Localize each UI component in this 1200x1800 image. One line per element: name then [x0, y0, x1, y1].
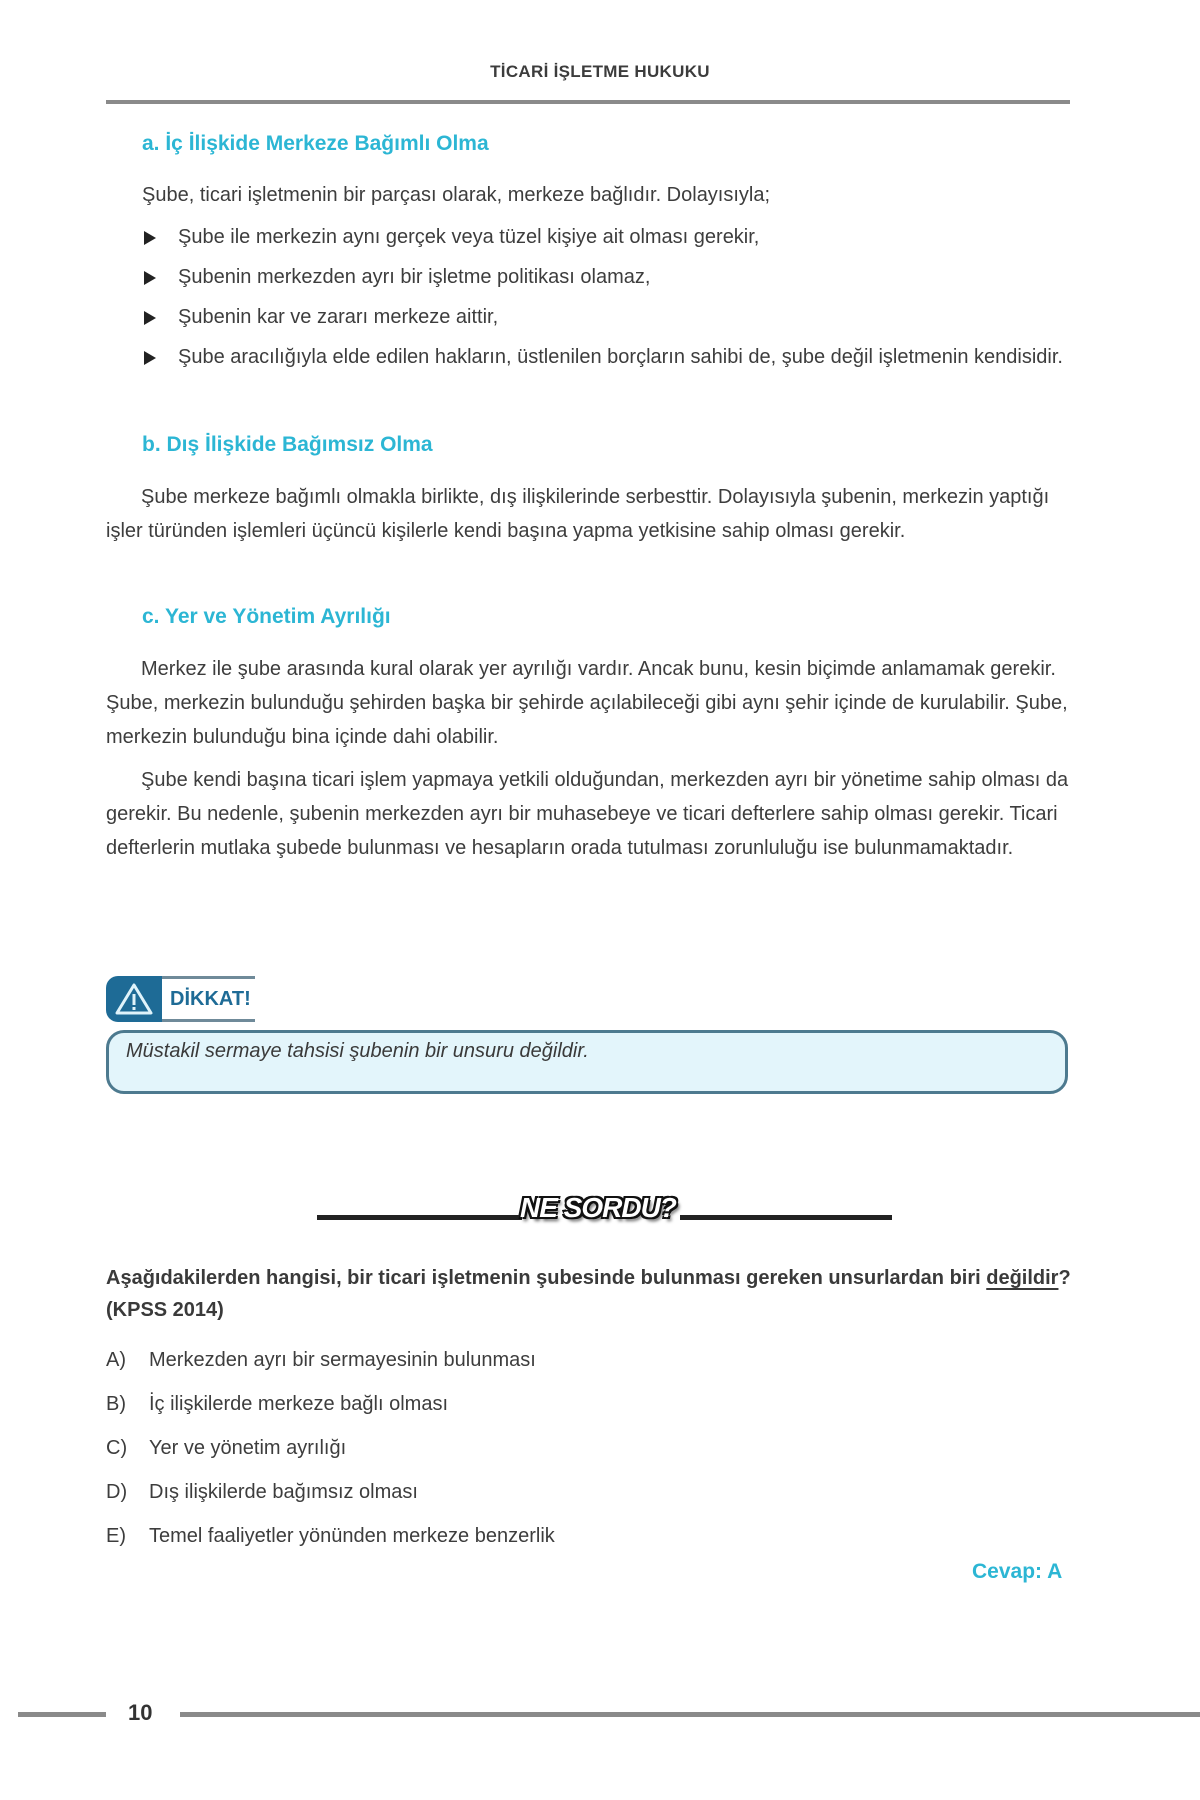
- callout-label: DİKKAT!: [162, 976, 255, 1022]
- warning-triangle-icon: [106, 976, 162, 1022]
- triangle-bullet-icon: [144, 271, 156, 285]
- section-a-title: a. İç İlişkide Merkeze Bağımlı Olma: [142, 132, 489, 155]
- bullet-item: Şubenin kar ve zararı merkeze aittir,: [142, 300, 1072, 334]
- section-c-paragraph-1: Merkez ile şube arasında kural olarak yer ayrılığı vardır. Ancak bunu, kesin biçimde anlamamak gerekir. Şube, merkezin bulunduğu şehirden başka bir şehirde açılabileceği gibi aynı şehir içinde de kurulabilir. Şube, merkezin bulunduğu bina içinde dahi olabilir.: [106, 658, 1068, 748]
- section-c-title: c. Yer ve Yönetim Ayrılığı: [142, 605, 391, 628]
- header-divider: [106, 100, 1070, 104]
- option-b: B) İç ilişkilerde merkeze bağlı olması: [106, 1393, 448, 1415]
- ne-sordu-divider-left: [317, 1215, 522, 1220]
- ne-sordu-divider-right: [680, 1215, 892, 1220]
- running-header: TİCARİ İŞLETME HUKUKU: [490, 62, 710, 81]
- bullet-item: Şube ile merkezin aynı gerçek veya tüzel kişiye ait olması gerekir,: [142, 220, 1072, 254]
- question-stem: Aşağıdakilerden hangisi, bir ticari işletmenin şubesinde bulunması gereken unsurlardan biri değildir? (KPSS 2014): [106, 1267, 1071, 1321]
- triangle-bullet-icon: [144, 351, 156, 365]
- answer-options: [106, 1338, 555, 1558]
- triangle-bullet-icon: [144, 311, 156, 325]
- section-b-title: b. Dış İlişkide Bağımsız Olma: [142, 433, 433, 456]
- option-e: E) Temel faaliyetler yönünden merkeze benzerlik: [106, 1525, 555, 1547]
- question-emphasis: değildir: [986, 1267, 1059, 1289]
- footer-divider-left: [18, 1712, 106, 1717]
- callout-text: Müstakil sermaye tahsisi şubenin bir unsuru değildir.: [126, 1040, 589, 1062]
- triangle-bullet-icon: [144, 231, 156, 245]
- section-b-paragraph: Şube merkeze bağımlı olmakla birlikte, dış ilişkilerinde serbesttir. Dolayısıyla şubenin, merkezin yaptığı işler türünden işlemleri üçüncü kişilerle kendi başına yapma yetkisine sahip olması gerekir.: [106, 486, 1050, 542]
- section-c-paragraph-2: Şube kendi başına ticari işlem yapmaya yetkili olduğundan, merkezden ayrı bir yönetime sahip olması da gerekir. Bu nedenle, şubenin merkezden ayrı bir muhasebeye ve ticari defterlere sahip olması gerekir. Ticari defterlerin mutlaka şubede bulunması ve hesapların orada tutulması zorunluluğu ise bulunmamaktadır.: [106, 769, 1069, 859]
- page-number: 10: [128, 1700, 153, 1725]
- bullet-item: Şubenin merkezden ayrı bir işletme politikası olamaz,: [142, 260, 1072, 294]
- footer-divider-right: [180, 1712, 1200, 1717]
- section-a-intro: Şube, ticari işletmenin bir parçası olarak, merkeze bağlıdır. Dolayısıyla;: [142, 184, 771, 206]
- callout-header: [106, 976, 255, 1022]
- section-a-bullet-list: [142, 220, 1072, 380]
- bullet-item: Şube aracılığıyla elde edilen hakların, üstlenilen borçların sahibi de, şube değil işletmenin kendisidir.: [142, 340, 1072, 374]
- option-a: A) Merkezden ayrı bir sermayesinin bulunması: [106, 1349, 536, 1371]
- option-c: C) Yer ve yönetim ayrılığı: [106, 1437, 347, 1459]
- option-d: D) Dış ilişkilerde bağımsız olması: [106, 1481, 418, 1503]
- answer-key: Cevap: A: [972, 1560, 1063, 1583]
- ne-sordu-logo: NE SORDU?: [520, 1192, 676, 1223]
